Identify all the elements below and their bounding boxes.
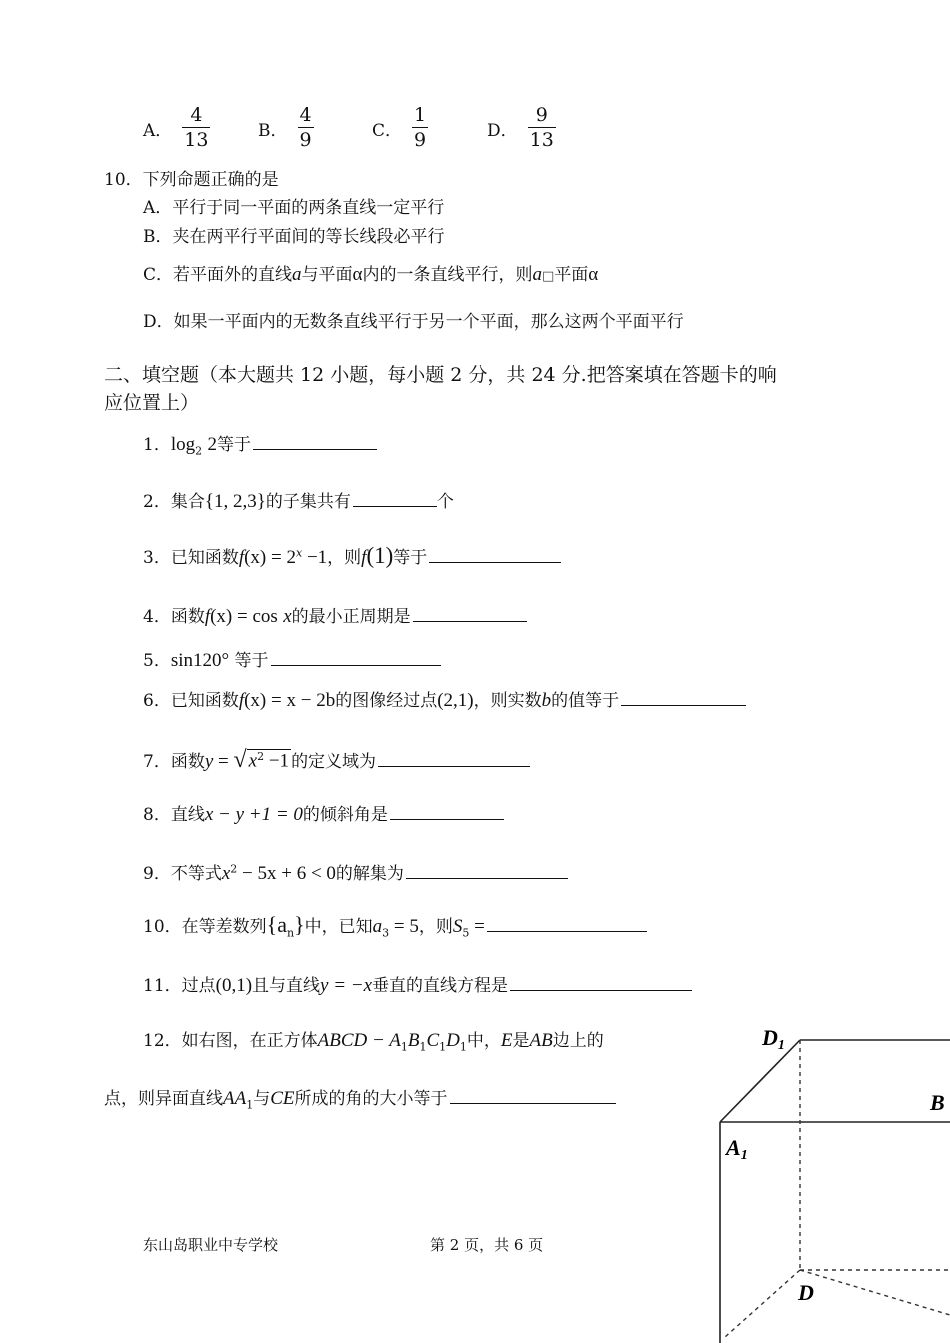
point: (0,1) [215,975,253,996]
base: 2 [195,444,203,458]
option-b [258,106,314,150]
text: 与平面 [301,265,353,285]
fill-q3 [143,543,561,569]
fill-q1 [143,430,377,457]
answer-blank[interactable] [510,989,692,991]
exp: x [295,546,303,560]
denominator: 9 [414,129,427,151]
x: x [221,863,231,884]
text: 等于 [234,651,269,671]
y: y [204,751,214,772]
numerator: 1 [414,104,427,126]
option-a [143,106,210,150]
option-letter: A． [143,120,173,141]
sub: 1 [419,1040,427,1054]
fill-q8 [143,800,504,826]
section-heading: 二、填空题（本大题共 12 小题，每小题 2 分，共 24 分.把答案填在答题卡的响 [104,364,777,386]
AA: AA [223,1088,247,1109]
answer-blank[interactable] [390,818,504,820]
text: 7．函数 [143,752,205,772]
fill-q9 [143,859,568,885]
var: D [446,1030,460,1051]
text: 且与直线 [252,976,321,996]
text: 边上的 [552,1031,604,1051]
text: ，则 [327,548,362,568]
expr: −1 [264,751,290,772]
cube: ABCD − A [317,1030,401,1051]
CE: CE [270,1088,295,1109]
answer-blank[interactable] [353,505,437,507]
eq: = [213,751,234,772]
eq: = [469,916,485,937]
label-d: D [798,1280,814,1305]
exp: 2 [257,750,265,764]
label-a1: A1 [726,1135,748,1163]
text: 4．函数 [143,607,205,627]
text: 内的一条直线平行，则 [362,265,533,285]
label-d1: D1 [762,1025,785,1053]
text: 的解集为 [335,864,404,884]
edge-de-hidden [800,1270,950,1315]
exp: 2 [230,862,238,876]
text: 的子集共有 [265,492,351,512]
expr: − 5x + 6 < 0 [237,863,336,884]
text: 所成的角的大小等于 [294,1089,448,1109]
numerator: 9 [535,104,548,126]
num: 1． [143,435,171,455]
text: 8．直线 [143,805,205,825]
alpha: α [588,264,599,285]
expr: y = −x [320,975,373,996]
text: 的图像经过点 [335,691,438,711]
text: 6．已知函数 [143,691,239,711]
fill-q10 [143,912,647,939]
text: 11．过点 [143,976,216,996]
q10-stem: 10．下列命题正确的是 [104,170,279,190]
expr: (x) = cos [210,606,278,627]
q10-option-a: A．平行于同一平面的两条直线一定平行 [143,198,445,218]
text: 9．不等式 [143,864,222,884]
text: 与 [253,1089,271,1109]
parallel-symbol-box: □ [541,269,555,284]
text: 的定义域为 [291,752,377,772]
text: 3．已知函数 [143,548,239,568]
numerator: 4 [299,104,312,126]
text: 是 [512,1031,530,1051]
text: ，则 [418,917,453,937]
option-c [372,106,428,150]
E: E [500,1030,513,1051]
var: a [292,264,302,285]
fraction [182,106,210,150]
expr: x − y +1 = 0 [204,804,303,825]
footer-school: 东山岛职业中专学校 [143,1236,279,1254]
set: {1, 2,3} [204,491,266,512]
radicand [247,749,291,773]
var: a [532,264,542,285]
answer-blank[interactable] [413,620,527,622]
num: 5． [143,651,171,671]
text: 的最小正周期是 [291,607,411,627]
b: b [541,690,552,711]
arg: 2 [207,434,218,455]
S: S [452,916,463,937]
answer-blank[interactable] [378,765,530,767]
f: f [204,606,211,627]
text: 的倾斜角是 [302,805,388,825]
arg: (1) [366,543,394,568]
text: 垂直的直线方程是 [372,976,509,996]
text: 等于 [217,435,252,455]
section-heading-cont: 应位置上） [104,392,200,414]
val: = 5 [389,916,419,937]
answer-blank[interactable] [271,664,441,666]
text: 中，已知 [304,917,373,937]
answer-blank[interactable] [406,877,568,879]
sub: 1 [400,1040,408,1054]
fraction [528,106,556,150]
option-letter: B． [258,120,288,141]
text: C．若平面外的直线 [143,265,293,285]
seq: {a [266,912,287,937]
text: 10．在等差数列 [143,917,267,937]
expr: (x) = 2 [244,547,296,568]
a: a [372,916,383,937]
fill-q7 [143,747,530,774]
denominator: 13 [529,129,554,151]
x: x [248,751,258,772]
fill-q2 [143,487,454,513]
var: C [426,1030,440,1051]
footer-page: 第 2 页，共 6 页 [430,1236,544,1254]
log: log [170,434,196,455]
sub: 1 [246,1098,254,1112]
fraction [298,106,314,150]
answer-blank[interactable] [621,704,746,706]
AB: AB [529,1030,553,1051]
label-b1: B [930,1090,945,1115]
answer-blank[interactable] [487,930,647,932]
sub: 5 [462,926,470,940]
alpha: α [352,264,363,285]
fill-q12-line1 [143,1026,604,1053]
sub: 3 [382,926,390,940]
expr: −1 [302,547,328,568]
f: f [361,547,367,568]
cube-figure [700,1015,950,1343]
fill-q4 [143,602,527,628]
sub: n [286,926,295,940]
f: f [238,547,245,568]
text: 等于 [393,548,428,568]
text: ，则实数 [473,691,542,711]
brace: } [294,912,305,937]
fill-q11 [143,971,692,997]
q10-option-d: D．如果一平面内的无数条直线平行于另一个平面，那么这两个平面平行 [143,312,684,332]
expr: (x) = x − 2b [244,690,336,711]
text: 2．集合 [143,492,205,512]
x: x [283,606,292,627]
q10-option-c [143,260,598,286]
q10-option-b: B．夹在两平行平面间的等长线段必平行 [143,227,445,247]
answer-blank[interactable] [429,561,561,563]
sub: 1 [439,1040,447,1054]
f: f [238,690,245,711]
point: (2,1) [437,690,474,711]
sub: 1 [459,1040,467,1054]
option-letter: D． [487,120,518,141]
fill-q6 [143,686,746,712]
answer-blank[interactable] [450,1102,616,1104]
denominator: 9 [299,129,312,151]
text: 12．如右图，在正方体 [143,1031,318,1051]
answer-blank[interactable] [253,448,377,450]
sqrt-sign: √ [233,747,247,773]
edge-da-hidden [725,1270,800,1337]
fraction [412,106,428,150]
edge-a1d1 [720,1040,800,1122]
denominator: 13 [184,129,209,151]
var: B [407,1030,420,1051]
text: 中， [466,1031,501,1051]
option-letter: C． [372,120,403,141]
numerator: 4 [190,104,203,126]
text: 点，则异面直线 [104,1089,223,1109]
text: 平面 [554,265,589,285]
text: 的值等于 [551,691,620,711]
option-d [487,106,556,150]
text: 个 [436,492,454,512]
fill-q12-line2 [104,1084,616,1111]
expr: sin120° [170,650,230,671]
fill-q5 [143,646,441,672]
